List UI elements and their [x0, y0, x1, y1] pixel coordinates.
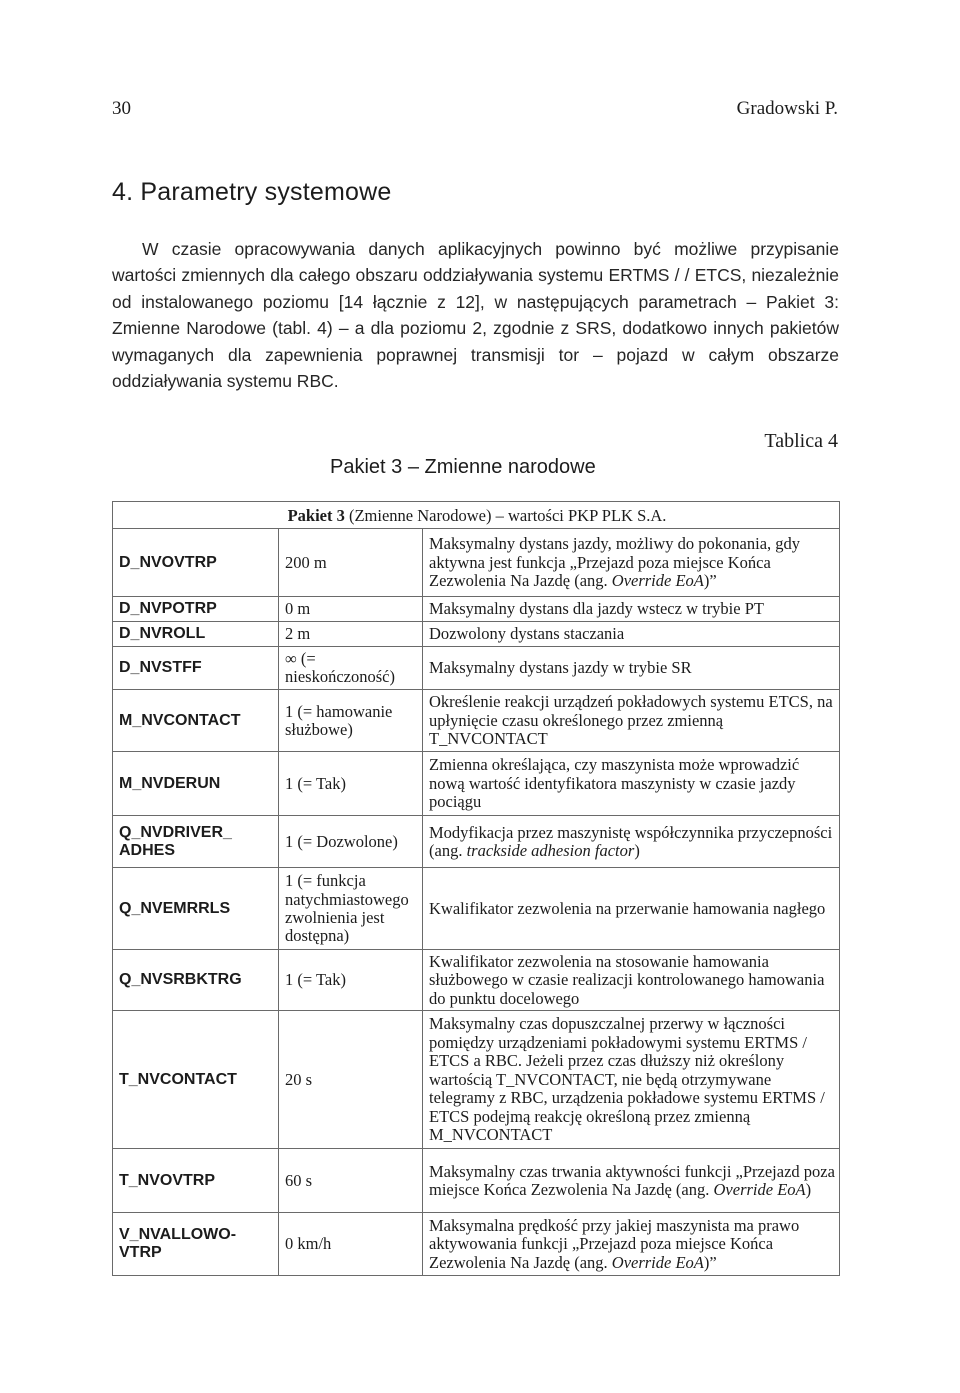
parameter-description — [423, 1149, 840, 1213]
parameter-name: M_NVDERUN — [113, 752, 279, 816]
description-text: Kwalifikator zezwolenia na stosowanie hamowania służbowego w czasie realizacji kontrolowanego hamowania do punktu docelowego — [429, 951, 825, 1008]
table-title: Pakiet 3 – Zmienne narodowe — [330, 456, 596, 478]
parameter-name: V_NVALLOWO-VTRP — [113, 1213, 279, 1276]
parameter-value: 0 m — [279, 597, 423, 622]
table-row — [113, 816, 840, 868]
description-italic: Override EoA — [611, 1252, 704, 1272]
description-text: Zmienna określająca, czy maszynista może wprowadzić nową wartość identyfikatora maszynisty w czasie jazdy pociągu — [429, 755, 800, 812]
description-text: Modyfikacja przez maszynistę współczynnika przyczepności (ang. — [429, 822, 833, 860]
running-head-author: Gradowski P. — [736, 98, 838, 119]
table-row — [113, 752, 840, 816]
description-italic: trackside adhesion factor — [466, 840, 635, 860]
parameter-description — [423, 597, 840, 622]
table-caption-text: (Zmienne Narodowe) – wartości PKP PLK S.A. — [344, 506, 667, 525]
description-text: Maksymalny czas trwania aktywności funkcji „Przejazd poza miejsce Końca Zezwolenia Na Jazdę (ang. — [429, 1161, 835, 1199]
table-row — [113, 622, 840, 647]
parameter-description — [423, 950, 840, 1011]
parameter-value: 0 km/h — [279, 1213, 423, 1276]
parameter-name: Q_NVDRIVER_ ADHES — [113, 816, 279, 868]
parameter-description — [423, 752, 840, 816]
parameter-description — [423, 622, 840, 647]
description-text: Maksymalna prędkość przy jakiej maszynista ma prawo aktywowania funkcji „Przejazd poza miejsce Końca Zezwolenia Na Jazdę (ang. — [429, 1215, 800, 1272]
table-row — [113, 690, 840, 752]
table-row — [113, 1213, 840, 1276]
section-title: 4. Parametry systemowe — [112, 178, 392, 206]
parameter-description — [423, 1011, 840, 1149]
table-label: Tablica 4 — [764, 430, 838, 452]
parameter-value: 2 m — [279, 622, 423, 647]
description-suffix: ) — [805, 1179, 812, 1199]
parameter-description — [423, 690, 840, 752]
description-text: Określenie reakcji urządzeń pokładowych systemu ETCS, na upłynięcie czasu określonego przez zmienną T_NVCONTACT — [429, 692, 833, 749]
table-caption — [113, 502, 840, 529]
description-suffix: ) — [634, 840, 640, 860]
parameter-name: D_NVROLL — [113, 622, 279, 647]
table-row — [113, 1149, 840, 1213]
page-number: 30 — [112, 98, 131, 119]
parameter-value: 1 (= Tak) — [279, 752, 423, 816]
table-row — [113, 529, 840, 597]
table-row — [113, 868, 840, 950]
parameter-name: D_NVSTFF — [113, 647, 279, 690]
parameter-value: 20 s — [279, 1011, 423, 1149]
description-italic: Override EoA — [611, 571, 704, 591]
description-text: Maksymalny czas dopuszczalnej przerwy w łączności pomiędzy urządzeniami pokładowymi systemu ERTMS / ETCS a RBC. Jeżeli przez czas dłuższy niż określony wartością T_NVCONTACT, nie będą otrzymywane telegramy z RBC, urządzenia pokładowe systemu ERTMS / ETCS podejmą reakcję określoną przez zmienną M_NVCONTACT — [429, 1014, 825, 1144]
table-caption-bold: Pakiet 3 — [287, 506, 345, 525]
table-caption-row — [113, 502, 840, 529]
table-row — [113, 1011, 840, 1149]
parameter-name: T_NVOVTRP — [113, 1149, 279, 1213]
parameter-value: 1 (= funkcja natychmiastowego zwolnienia jest dostępna) — [279, 868, 423, 950]
parameter-value: 1 (= hamowanie służbowe) — [279, 690, 423, 752]
description-text: Dozwolony dystans staczania — [429, 624, 625, 644]
description-text: Maksymalny dystans jazdy w trybie SR — [429, 658, 692, 678]
table-row — [113, 950, 840, 1011]
parameter-value: 60 s — [279, 1149, 423, 1213]
parameter-name: M_NVCONTACT — [113, 690, 279, 752]
parameter-description — [423, 868, 840, 950]
parameter-description — [423, 647, 840, 690]
description-italic: Override EoA — [713, 1179, 806, 1199]
parameter-value: 1 (= Tak) — [279, 950, 423, 1011]
description-text: Kwalifikator zezwolenia na przerwanie hamowania nagłego — [429, 898, 826, 918]
parameter-name: D_NVOVTRP — [113, 529, 279, 597]
parameter-description — [423, 1213, 840, 1276]
parameter-name: D_NVPOTRP — [113, 597, 279, 622]
table-row — [113, 647, 840, 690]
description-text: Maksymalny dystans dla jazdy wstecz w trybie PT — [429, 599, 764, 619]
parameter-name: T_NVCONTACT — [113, 1011, 279, 1149]
parameter-description — [423, 529, 840, 597]
parameters-table — [112, 501, 840, 1276]
parameter-value: 1 (= Dozwolone) — [279, 816, 423, 868]
section-paragraph: W czasie opracowywania danych aplikacyjnych powinno być możliwe przypisanie wartości zmiennych dla całego obszaru oddziaływania systemu ERTMS / / ETCS, niezależnie od instalowanego poziomu [14 łącznie z 12], w następujących parametrach – Pakiet 3: Zmienne Narodowe (tabl. 4) – a dla poziomu 2, zgodnie z SRS, dodatkowo innych pakietów wymaganych dla zapewnienia poprawnej transmisji tor – pojazd w całym obszarze oddziaływania systemu RBC. — [112, 239, 839, 392]
parameter-name: Q_NVSRBKTRG — [113, 950, 279, 1011]
parameter-description — [423, 816, 840, 868]
parameter-value: 200 m — [279, 529, 423, 597]
description-text: Maksymalny dystans jazdy, możliwy do pokonania, gdy aktywna jest funkcja „Przejazd poza miejsce Końca Zezwolenia Na Jazdę (ang. — [429, 534, 801, 591]
parameter-value: ∞ (= nieskończoność) — [279, 647, 423, 690]
table-row — [113, 597, 840, 622]
description-suffix: )” — [703, 571, 717, 591]
parameter-name: Q_NVEMRRLS — [113, 868, 279, 950]
description-suffix: )” — [703, 1252, 717, 1272]
